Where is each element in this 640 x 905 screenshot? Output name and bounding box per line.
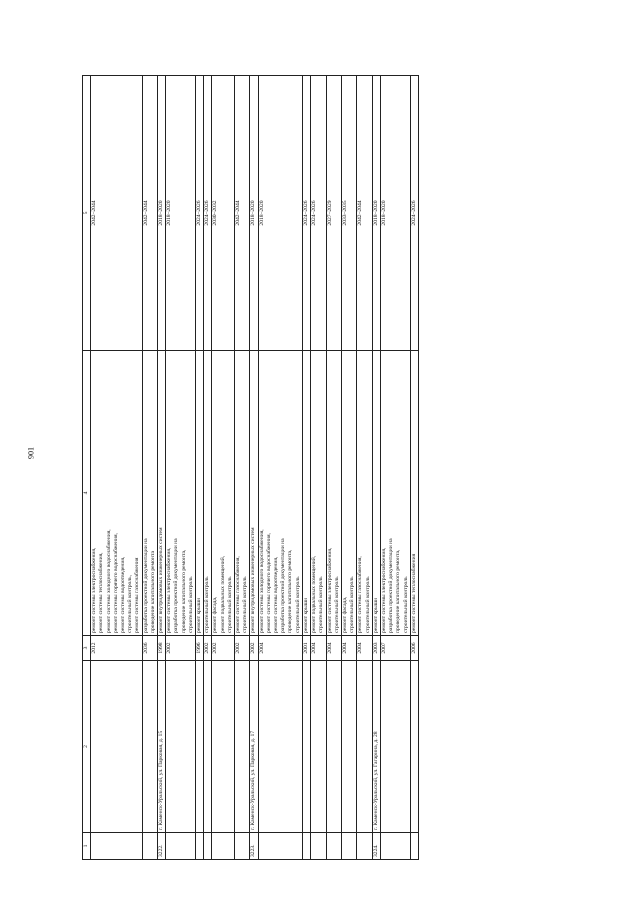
works-cell	[302, 351, 310, 636]
table-row	[311, 76, 326, 860]
row-number-cell	[326, 833, 341, 860]
row-number-cell: 3222.	[158, 833, 166, 860]
address-cell	[91, 661, 142, 833]
year-cell: 2012	[91, 636, 142, 661]
address-cell	[258, 661, 302, 833]
works-cell	[372, 351, 380, 636]
table-row	[302, 76, 310, 860]
table-row	[250, 76, 258, 860]
row-number-cell: 3223.	[250, 833, 258, 860]
work-item: разработка проектной документации на	[142, 538, 149, 633]
work-item: строительный контроль,	[127, 575, 134, 633]
work-item: ремонт крыши	[196, 597, 203, 633]
work-item: проведение капитального ремонта,	[395, 549, 402, 633]
work-item: ремонт фасада,	[212, 596, 219, 633]
table-row	[357, 76, 372, 860]
header-cell-2: 2	[83, 661, 91, 833]
year-cell: 2002	[235, 636, 250, 661]
row-number-cell	[258, 833, 302, 860]
year-cell: 2004	[357, 636, 372, 661]
work-item: ремонт фасада,	[341, 596, 348, 633]
period-cell: 2018–2020	[166, 76, 196, 351]
work-item: ремонт внутридомовых инженерных систем	[250, 527, 257, 633]
work-item: строительный контроль	[204, 576, 211, 633]
period-cell: 2018–2020	[158, 76, 166, 351]
work-item: ремонт крыши	[302, 597, 309, 633]
address-cell	[204, 661, 212, 833]
work-item: ремонт системы теплоснабжения	[410, 553, 417, 633]
period-cell: 2027–2029	[326, 76, 341, 351]
period-cell: 2018–2020	[372, 76, 380, 351]
work-item: проведение капитального ремонта	[149, 551, 156, 633]
table-row	[158, 76, 166, 860]
address-cell: г. Каменск-Уральский, ул. Парковая, д. 17	[250, 661, 258, 833]
table-row	[372, 76, 380, 860]
year-cell: 2002	[204, 636, 212, 661]
page-number-area	[0, 0, 80, 905]
row-number-cell	[302, 833, 310, 860]
repair-schedule-table	[82, 75, 419, 860]
year-cell: 2006	[410, 636, 418, 661]
work-item: ремонт системы газоснабжения,	[235, 556, 242, 633]
year-cell: 1998	[158, 636, 166, 661]
works-cell	[341, 351, 356, 636]
table-row	[212, 76, 235, 860]
period-cell: 2024–2026	[311, 76, 326, 351]
works-cell	[91, 351, 142, 636]
table-row	[380, 76, 410, 860]
period-cell: 2033–2035	[341, 76, 356, 351]
work-item: ремонт системы электроснабжения,	[166, 547, 173, 633]
works-cell	[410, 351, 418, 636]
work-item: ремонт системы электроснабжения,	[91, 547, 98, 633]
period-cell: 2042–2044	[91, 76, 142, 351]
address-cell: г. Каменск-Уральский, ул. Парковая, д. 15	[158, 661, 166, 833]
works-cell	[196, 351, 204, 636]
period-cell: 2024–2026	[410, 76, 418, 351]
address-cell	[357, 661, 372, 833]
period-cell: 2018–2020	[250, 76, 258, 351]
address-cell: г. Каменск-Уральский, ул. Гагарина, д. 28	[372, 661, 380, 833]
address-cell	[196, 661, 204, 833]
table-row	[166, 76, 196, 860]
year-cell: 2004	[326, 636, 341, 661]
year-cell: 2004	[258, 636, 302, 661]
works-cell	[357, 351, 372, 636]
works-cell	[326, 351, 341, 636]
work-item: строительный контроль	[187, 576, 194, 633]
year-cell: 2001	[302, 636, 310, 661]
work-item: ремонт системы холодного водоснабжения,	[105, 529, 112, 633]
address-cell	[302, 661, 310, 833]
address-cell	[235, 661, 250, 833]
works-cell	[258, 351, 302, 636]
period-cell: 2024–2026	[196, 76, 204, 351]
row-number-cell	[196, 833, 204, 860]
works-cell	[235, 351, 250, 636]
work-item: строительный контроль	[333, 576, 340, 633]
period-cell: 2018–2020	[258, 76, 302, 351]
work-item: разработка проектной документации на	[173, 538, 180, 633]
work-item: ремонт системы водоотведения,	[120, 556, 127, 633]
row-number-cell	[341, 833, 356, 860]
year-cell: 2003	[372, 636, 380, 661]
year-cell: 1996	[196, 636, 204, 661]
year-cell: 2002	[250, 636, 258, 661]
works-cell	[142, 351, 157, 636]
work-item: ремонт системы горячего водоснабжения,	[265, 533, 272, 633]
year-cell: 2036	[142, 636, 157, 661]
work-item: ремонт внутридомовых инженерных систем	[158, 527, 165, 633]
row-number-cell	[357, 833, 372, 860]
address-cell	[341, 661, 356, 833]
address-cell	[142, 661, 157, 833]
header-row	[83, 76, 91, 860]
table-row	[341, 76, 356, 860]
table-row	[410, 76, 418, 860]
work-item: ремонт системы холодного водоснабжения,	[258, 529, 265, 633]
work-item: строительный контроль	[242, 576, 249, 633]
work-item: ремонт системы теплоснабжения,	[98, 552, 105, 633]
work-item: проведение капитального ремонта,	[287, 549, 294, 633]
work-item: строительный контроль	[364, 576, 371, 633]
address-cell	[212, 661, 235, 833]
works-cell	[311, 351, 326, 636]
work-item: ремонт системы газоснабжения	[134, 557, 141, 633]
work-item: ремонт системы водоотведения,	[273, 556, 280, 633]
table-body	[83, 76, 419, 860]
page-number: 901	[26, 447, 36, 459]
row-number-cell	[142, 833, 157, 860]
row-number-cell	[380, 833, 410, 860]
address-cell	[166, 661, 196, 833]
table-row	[204, 76, 212, 860]
work-item: ремонт подвальных помещений,	[311, 555, 318, 633]
row-number-cell	[311, 833, 326, 860]
works-cell	[250, 351, 258, 636]
table-row	[196, 76, 204, 860]
work-item: разработка проектной документации на	[280, 538, 287, 633]
year-cell: 2002	[212, 636, 235, 661]
work-item: ремонт системы газоснабжения,	[357, 556, 364, 633]
row-number-cell	[91, 833, 142, 860]
period-cell: 2030–2032	[212, 76, 235, 351]
works-cell	[380, 351, 410, 636]
work-item: строительный контроль	[294, 576, 301, 633]
rotated-table-container	[82, 80, 590, 860]
year-cell: 2007	[380, 636, 410, 661]
work-item: строительный контроль	[402, 576, 409, 633]
row-number-cell	[212, 833, 235, 860]
row-number-cell	[166, 833, 196, 860]
work-item: строительный контроль	[349, 576, 356, 633]
header-cell-3: 3	[83, 636, 91, 661]
period-cell: 2024–2026	[204, 76, 212, 351]
work-item: разработка проектной документации на	[388, 538, 395, 633]
work-item: проведение капитального ремонта,	[180, 549, 187, 633]
period-cell: 2024–2026	[302, 76, 310, 351]
row-number-cell: 3224.	[372, 833, 380, 860]
work-item: строительный контроль	[318, 576, 325, 633]
work-item: ремонт системы электроснабжения,	[326, 547, 333, 633]
row-number-cell	[204, 833, 212, 860]
address-cell	[311, 661, 326, 833]
address-cell	[380, 661, 410, 833]
year-cell: 2002	[166, 636, 196, 661]
year-cell: 2004	[341, 636, 356, 661]
works-cell	[166, 351, 196, 636]
works-cell	[204, 351, 212, 636]
year-cell: 2004	[311, 636, 326, 661]
work-item: ремонт системы электроснабжения,	[380, 547, 387, 633]
work-item: ремонт подвальных помещений,	[219, 555, 226, 633]
header-cell-4: 4	[83, 351, 91, 636]
work-item: строительный контроль	[226, 576, 233, 633]
header-cell-5: 5	[83, 76, 91, 351]
address-cell	[410, 661, 418, 833]
works-cell	[212, 351, 235, 636]
row-number-cell	[235, 833, 250, 860]
table-row	[142, 76, 157, 860]
period-cell: 2042–2044	[235, 76, 250, 351]
work-item: ремонт системы горячего водоснабжения,	[112, 533, 119, 633]
table-row	[235, 76, 250, 860]
period-cell: 2042–2044	[142, 76, 157, 351]
works-cell	[158, 351, 166, 636]
row-number-cell	[410, 833, 418, 860]
address-cell	[326, 661, 341, 833]
table-row	[326, 76, 341, 860]
period-cell: 2042–2044	[357, 76, 372, 351]
table-row	[91, 76, 142, 860]
table-row	[258, 76, 302, 860]
work-item: ремонт крыши	[372, 597, 379, 633]
period-cell: 2018–2020	[380, 76, 410, 351]
header-cell-1: 1	[83, 833, 91, 860]
